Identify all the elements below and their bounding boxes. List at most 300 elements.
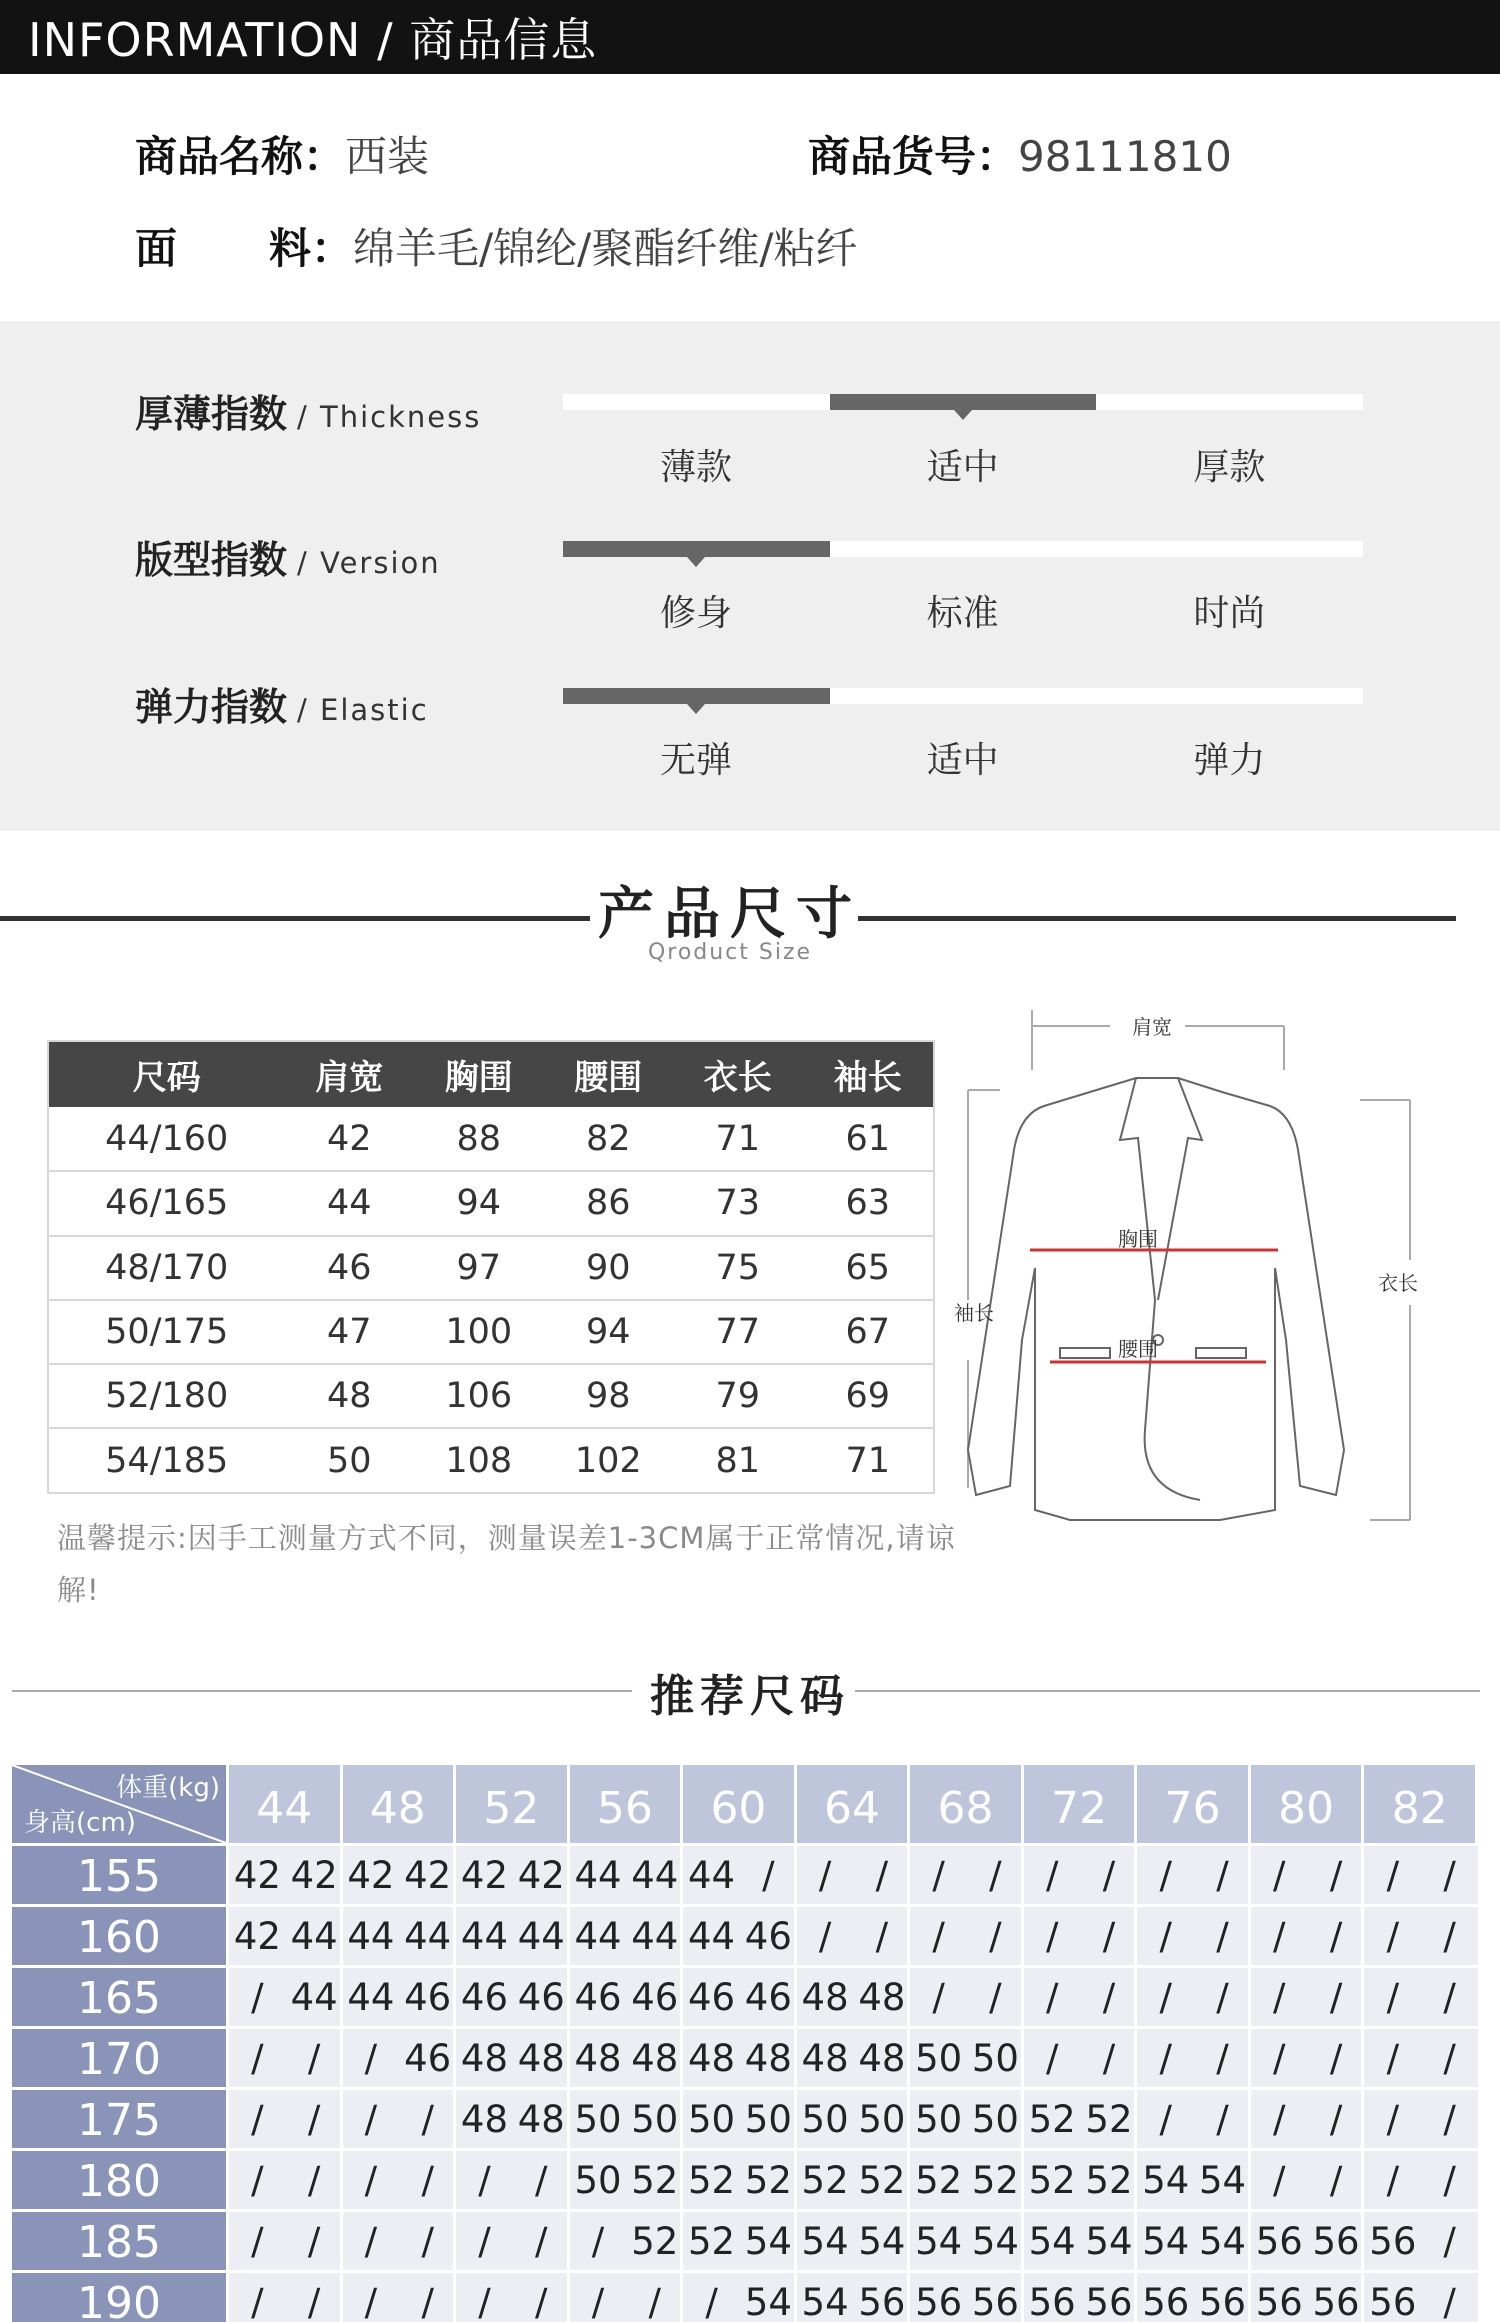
index-bar-pointer <box>687 557 705 567</box>
grid-divider <box>340 1765 343 2322</box>
recommend-cell: 54 <box>915 2220 963 2263</box>
recommend-cell: / <box>818 1915 832 1958</box>
product-name-row <box>135 124 429 184</box>
weight-header-cell: 56 <box>570 1765 681 1843</box>
recommend-cell: / <box>307 2281 321 2322</box>
recommend-cell: / <box>251 2037 264 2080</box>
size-table-cell: 50 <box>284 1428 414 1492</box>
recommend-cell: 50 <box>744 2098 792 2141</box>
index-option: 适中 <box>926 740 999 781</box>
grid-divider <box>1248 1765 1251 2322</box>
recommend-cell: 46 <box>517 1976 565 2019</box>
recommend-cell: 54 <box>1028 2220 1076 2263</box>
weight-header-cell: 52 <box>456 1765 567 1843</box>
recommend-cell: 50 <box>971 2037 1019 2080</box>
size-table-cell: 81 <box>673 1428 803 1492</box>
recommend-cell: / <box>1216 2098 1229 2141</box>
recommend-cell: / <box>1443 1976 1456 2019</box>
diagram-shoulder-label: 肩宽 <box>1132 1015 1172 1039</box>
index-bar-track <box>563 541 1363 557</box>
recommend-cell: / <box>535 2281 548 2322</box>
diagram-chest-label: 胸围 <box>1118 1227 1158 1251</box>
recommend-cell: 54 <box>858 2220 906 2263</box>
recommend-cell: 54 <box>1142 2220 1190 2263</box>
product-size-title: 产品尺寸 <box>598 882 862 947</box>
recommend-cell: 44 <box>347 1915 395 1958</box>
height-header-cell: 165 <box>12 1968 226 2026</box>
size-table-cell: 86 <box>543 1171 673 1235</box>
size-table-cell: 67 <box>803 1300 934 1364</box>
size-table-row <box>48 1171 934 1235</box>
height-header-cell: 155 <box>12 1846 226 1904</box>
index-bar-indicator <box>563 541 830 557</box>
recommend-cell: / <box>251 2159 264 2202</box>
recommend-cell: 54 <box>1198 2159 1247 2202</box>
recommend-cell: / <box>591 2281 605 2322</box>
weight-header-cell: 80 <box>1251 1765 1362 1843</box>
index-title-0 <box>135 383 481 438</box>
product-info <box>0 74 1500 321</box>
recommend-cell: 48 <box>460 2037 508 2080</box>
recommend-cell: 54 <box>801 2220 849 2263</box>
recommend-cell: 52 <box>1085 2159 1133 2202</box>
size-table-cell: 97 <box>414 1236 544 1300</box>
recommend-cell: / <box>1102 1854 1116 1897</box>
recommend-cell: 52 <box>688 2159 736 2202</box>
recommend-cell: 56 <box>1198 2281 1247 2322</box>
size-table-cell: 79 <box>673 1364 803 1428</box>
recommend-cell: 46 <box>744 1915 792 1958</box>
recommend-cell: 44 <box>290 1915 338 1958</box>
recommend-cell: 54 <box>971 2220 1019 2263</box>
recommend-title: 推荐尺码 <box>650 1671 850 1722</box>
recommend-cell: / <box>1045 1915 1059 1958</box>
grid-divider <box>567 1765 570 2322</box>
recommend-cell: 54 <box>1085 2220 1133 2263</box>
recommend-cell: 44 <box>404 1915 452 1958</box>
recommend-cell: 44 <box>574 1854 622 1897</box>
recommend-cell: 46 <box>574 1976 622 2019</box>
recommend-cell: 52 <box>1028 2159 1076 2202</box>
index-title-zh: 厚薄指数 <box>135 392 288 436</box>
height-header-cell: 175 <box>12 2090 226 2148</box>
grid-divider <box>1021 1765 1024 2322</box>
size-table-header-cell: 衣长 <box>673 1041 803 1107</box>
recommend-cell: 56 <box>1312 2220 1360 2263</box>
recommend-cell: / <box>364 2037 378 2080</box>
recommend-cell: / <box>1273 2159 1286 2202</box>
recommend-cell: 52 <box>1085 2098 1133 2141</box>
grid-divider <box>794 1765 797 2322</box>
recommend-cell: / <box>421 2281 434 2322</box>
page-header <box>0 0 1500 74</box>
recommend-cell: / <box>251 2098 264 2141</box>
recommend-cell: / <box>1443 2281 1456 2322</box>
recommend-cell: 52 <box>631 2220 679 2263</box>
grid-divider <box>907 1765 910 2322</box>
recommend-cell: / <box>535 2220 548 2263</box>
recommend-cell: 56 <box>858 2281 906 2322</box>
index-option: 厚款 <box>1193 447 1266 488</box>
index-option: 修身 <box>659 593 732 634</box>
recommend-cell: 56 <box>1142 2281 1190 2322</box>
recommend-cell: 48 <box>631 2037 679 2080</box>
recommend-cell: 50 <box>801 2098 849 2141</box>
recommend-cell: 56 <box>1028 2281 1076 2322</box>
size-table-cell: 65 <box>803 1236 934 1300</box>
recommend-cell: / <box>591 2220 605 2263</box>
recommend-cell: / <box>1386 1915 1400 1958</box>
recommend-cell: / <box>364 2098 378 2141</box>
size-table-cell: 63 <box>803 1171 934 1235</box>
recommend-cell: / <box>1443 1854 1456 1897</box>
recommend-cell: 52 <box>971 2159 1019 2202</box>
recommend-cell: 54 <box>744 2281 792 2322</box>
fabric-label-1: 面 <box>135 224 178 273</box>
recommend-cell: / <box>251 2281 264 2322</box>
recommend-cell: 52 <box>1028 2098 1076 2141</box>
size-table-row <box>48 1428 934 1492</box>
recommend-cell: / <box>251 1976 264 2019</box>
recommend-cell: / <box>1386 1976 1400 2019</box>
grid-divider <box>1361 1765 1364 2322</box>
size-table-cell: 61 <box>803 1107 934 1171</box>
height-header-cell: 180 <box>12 2151 226 2209</box>
recommend-cell: / <box>1386 2098 1400 2141</box>
recommend-cell: / <box>875 1854 889 1897</box>
recommend-cell: / <box>535 2159 548 2202</box>
recommend-cell: 42 <box>517 1854 565 1897</box>
recommend-cell: / <box>251 2220 264 2263</box>
recommend-cell: / <box>1216 1854 1229 1897</box>
recommend-cell: 52 <box>915 2159 963 2202</box>
grid-divider <box>1134 1765 1137 2322</box>
header-title: INFORMATION / 商品信息 <box>28 13 598 67</box>
recommend-cell: / <box>1273 1976 1286 2019</box>
recommend-cell: 48 <box>858 2037 906 2080</box>
recommend-cell: 44 <box>631 1854 679 1897</box>
recommend-cell: / <box>1443 2098 1456 2141</box>
size-table-cell: 94 <box>414 1171 544 1235</box>
recommend-cell: 54 <box>1198 2220 1247 2263</box>
index-title-en: / Thickness <box>297 400 482 434</box>
recommend-cell: / <box>1386 2037 1400 2080</box>
recommend-cell: 42 <box>233 1915 281 1958</box>
recommend-cell: / <box>1329 2037 1343 2080</box>
size-table-cell: 50/175 <box>48 1300 284 1364</box>
fabric-value: 绵羊毛/锦纶/聚酯纤维/粘纤 <box>353 224 858 273</box>
recommend-cell: 46 <box>460 1976 508 2019</box>
recommend-cell: 42 <box>460 1854 508 1897</box>
recommend-cell: 50 <box>915 2098 963 2141</box>
weight-header-cell: 68 <box>910 1765 1021 1843</box>
recommend-cell: / <box>1216 1915 1229 1958</box>
size-table-cell: 44/160 <box>48 1107 284 1171</box>
recommend-cell: 44 <box>631 1915 679 1958</box>
recommend-cell: / <box>307 2098 321 2141</box>
recommend-cell: 48 <box>517 2037 565 2080</box>
size-table-header-cell: 尺码 <box>48 1041 284 1107</box>
recommend-cell: 54 <box>744 2220 792 2263</box>
weight-header-cell: 72 <box>1024 1765 1135 1843</box>
recommend-cell: / <box>1443 2037 1456 2080</box>
recommend-cell: / <box>1329 1915 1343 1958</box>
recommend-cell: 54 <box>1142 2159 1190 2202</box>
recommend-cell: / <box>705 2281 718 2322</box>
size-table-cell: 71 <box>673 1107 803 1171</box>
recommend-cell: 48 <box>574 2037 622 2080</box>
recommend-cell: 48 <box>517 2098 565 2141</box>
recommend-cell: / <box>478 2220 491 2263</box>
recommend-cell: 56 <box>1255 2220 1303 2263</box>
index-bar-track <box>563 688 1363 704</box>
recommend-cell: 56 <box>1369 2281 1417 2322</box>
recommend-cell: 48 <box>744 2037 792 2080</box>
index-option: 时尚 <box>1193 593 1266 634</box>
recommend-cell: / <box>364 2220 378 2263</box>
size-table-cell: 100 <box>414 1300 544 1364</box>
recommend-cell: / <box>1045 1854 1059 1897</box>
recommend-cell: 52 <box>801 2159 849 2202</box>
weight-header-cell: 48 <box>343 1765 454 1843</box>
weight-header-cell: 76 <box>1137 1765 1248 1843</box>
recommend-cell: 50 <box>631 2098 679 2141</box>
size-table-row <box>48 1236 934 1300</box>
recommend-cell: 44 <box>460 1915 508 1958</box>
recommend-cell: 50 <box>971 2098 1019 2141</box>
product-sku-label: 商品货号： <box>808 132 1019 181</box>
recommend-cell: 56 <box>1255 2281 1303 2322</box>
recommend-cell: / <box>1273 2098 1286 2141</box>
size-table-cell: 46 <box>284 1236 414 1300</box>
height-header-cell: 170 <box>12 2029 226 2087</box>
recommend-cell: 48 <box>688 2037 736 2080</box>
recommend-cell: / <box>1045 2037 1059 2080</box>
index-bar-pointer <box>954 410 972 420</box>
recommend-cell: / <box>1443 2220 1456 2263</box>
size-table-header <box>48 1041 934 1107</box>
height-header-cell: 190 <box>12 2273 226 2322</box>
size-table-header-cell: 肩宽 <box>284 1041 414 1107</box>
size-table-cell: 47 <box>284 1300 414 1364</box>
size-table-cell: 73 <box>673 1171 803 1235</box>
index-option: 薄款 <box>659 447 732 488</box>
index-bar-pointer <box>687 704 705 714</box>
recommend-cell: 56 <box>915 2281 963 2322</box>
recommend-cell: 52 <box>744 2159 792 2202</box>
recommend-cell: 44 <box>574 1915 622 1958</box>
grid-divider <box>453 1765 456 2322</box>
height-header-cell: 185 <box>12 2212 226 2270</box>
recommend-cell: 46 <box>631 1976 679 2019</box>
size-table-cell: 106 <box>414 1364 544 1428</box>
measurement-tip: 温馨提示:因手工测量方式不同，测量误差1-3CM属于正常情况,请谅解! <box>57 1521 956 1607</box>
size-table-cell: 94 <box>543 1300 673 1364</box>
recommend-cell: 56 <box>1085 2281 1133 2322</box>
recommend-cell: / <box>1386 1854 1400 1897</box>
size-table-cell: 71 <box>803 1428 934 1492</box>
size-table-cell: 75 <box>673 1236 803 1300</box>
grid-divider <box>680 1765 683 2322</box>
size-table-cell: 54/185 <box>48 1428 284 1492</box>
index-title-zh: 弹力指数 <box>135 685 288 729</box>
recommend-corner <box>12 1765 226 1843</box>
recommend-cell: 46 <box>404 1976 452 2019</box>
size-table-cell: 98 <box>543 1364 673 1428</box>
diagram-length-label: 衣长 <box>1378 1271 1418 1295</box>
recommend-grid <box>12 1765 1478 2322</box>
size-table-cell: 102 <box>543 1428 673 1492</box>
size-table-header-cell: 袖长 <box>803 1041 934 1107</box>
product-name-label: 商品名称： <box>135 132 346 181</box>
recommend-cell: / <box>364 2281 378 2322</box>
recommend-cell: / <box>478 2159 491 2202</box>
size-table-cell: 48/170 <box>48 1236 284 1300</box>
recommend-cell: 52 <box>631 2159 679 2202</box>
index-option: 无弹 <box>659 740 732 781</box>
recommend-cell: 42 <box>233 1854 281 1897</box>
index-option: 标准 <box>926 593 999 634</box>
index-title-1 <box>135 529 441 584</box>
diagram-waist-label: 腰围 <box>1118 1337 1158 1361</box>
recommend-cell: / <box>932 1854 945 1897</box>
diagram-sleeve-label: 袖长 <box>954 1301 994 1325</box>
recommend-cell: / <box>818 1854 832 1897</box>
recommend-cell: 50 <box>688 2098 736 2141</box>
size-table-cell: 48 <box>284 1364 414 1428</box>
size-table-row <box>48 1300 934 1364</box>
product-size-subtitle: Qroduct Size <box>647 940 813 965</box>
recommend-cell: / <box>1443 1915 1456 1958</box>
product-indices <box>0 321 1500 831</box>
recommend-cell: 44 <box>517 1915 565 1958</box>
recommend-cell: 50 <box>915 2037 963 2080</box>
recommend-cell: 50 <box>574 2159 622 2202</box>
index-bar-track <box>563 394 1363 410</box>
recommend-cell: / <box>364 2159 378 2202</box>
fabric-label-2: 料： <box>269 224 354 273</box>
recommend-cell: / <box>1273 1915 1286 1958</box>
recommend-cell: / <box>1273 1854 1286 1897</box>
weight-header-cell: 64 <box>797 1765 908 1843</box>
weight-header-cell: 82 <box>1364 1765 1475 1843</box>
size-table-cell: 88 <box>414 1107 544 1171</box>
recommend-cell: / <box>1159 1915 1172 1958</box>
product-name-value: 西装 <box>345 132 430 181</box>
size-table-cell: 108 <box>414 1428 544 1492</box>
recommend-cell: / <box>307 2159 321 2202</box>
recommend-cell: 48 <box>460 2098 508 2141</box>
weight-axis-label: 体重(kg) <box>116 1773 220 1803</box>
recommend-heading <box>0 1660 1500 1730</box>
size-table-cell: 77 <box>673 1300 803 1364</box>
recommend-cell: / <box>1159 2098 1172 2141</box>
recommend-cell: / <box>762 1854 775 1897</box>
recommend-cell: / <box>932 1915 945 1958</box>
size-table-cell: 46/165 <box>48 1171 284 1235</box>
recommend-cell: / <box>1386 2159 1400 2202</box>
recommend-cell: / <box>875 1915 889 1958</box>
index-title-en: / Version <box>297 546 441 580</box>
recommend-cell: / <box>1102 1915 1116 1958</box>
recommend-cell: 46 <box>744 1976 792 2019</box>
index-option: 弹力 <box>1193 740 1266 781</box>
product-sku-value: 98111810 <box>1018 132 1232 181</box>
recommend-cell: / <box>1102 2037 1116 2080</box>
index-title-2 <box>135 676 429 731</box>
recommend-cell: 46 <box>404 2037 452 2080</box>
index-bar-indicator <box>830 394 1097 410</box>
recommend-cell: / <box>1329 1976 1343 2019</box>
recommend-cell: / <box>307 2220 321 2263</box>
size-table-cell: 82 <box>543 1107 673 1171</box>
recommend-cell: 44 <box>290 1976 338 2019</box>
recommend-cell: 42 <box>290 1854 338 1897</box>
recommend-cell: 50 <box>858 2098 906 2141</box>
size-table-row <box>48 1364 934 1428</box>
recommend-cell: / <box>1273 2037 1286 2080</box>
recommend-cell: / <box>421 2098 434 2141</box>
recommend-cell: 50 <box>574 2098 622 2141</box>
recommend-cell: 44 <box>688 1915 736 1958</box>
recommend-cell: / <box>1329 1854 1343 1897</box>
recommend-cell: / <box>1443 2159 1456 2202</box>
recommend-cell: / <box>989 1976 1002 2019</box>
recommend-cell: 56 <box>971 2281 1019 2322</box>
recommend-cell: / <box>1329 2098 1343 2141</box>
recommend-cell: 52 <box>688 2220 736 2263</box>
size-table-header-cell: 胸围 <box>414 1041 544 1107</box>
recommend-cell: / <box>932 1976 945 2019</box>
size-table-header-cell: 腰围 <box>543 1041 673 1107</box>
size-table <box>47 1040 935 1494</box>
recommend-cell: 48 <box>801 1976 849 2019</box>
recommend-cell: 54 <box>801 2281 849 2322</box>
size-table-cell: 44 <box>284 1171 414 1235</box>
recommend-cell: / <box>648 2281 662 2322</box>
recommend-cell: / <box>989 1854 1002 1897</box>
size-table-cell: 69 <box>803 1364 934 1428</box>
index-bar-indicator <box>563 688 830 704</box>
height-axis-label: 身高(cm) <box>24 1808 136 1838</box>
recommend-cell: 42 <box>347 1854 395 1897</box>
recommend-cell: / <box>1159 1976 1172 2019</box>
weight-header-cell: 60 <box>683 1765 794 1843</box>
recommend-cell: 56 <box>1312 2281 1360 2322</box>
recommend-cell: / <box>1159 1854 1172 1897</box>
size-table-cell: 52/180 <box>48 1364 284 1428</box>
recommend-cell: 44 <box>347 1976 395 2019</box>
recommend-cell: / <box>421 2159 434 2202</box>
product-size-heading <box>0 870 1500 980</box>
size-table-cell: 90 <box>543 1236 673 1300</box>
recommend-cell: 56 <box>1369 2220 1417 2263</box>
recommend-cell: 48 <box>858 1976 906 2019</box>
weight-header-cell: 44 <box>229 1765 340 1843</box>
recommend-cell: 46 <box>688 1976 736 2019</box>
recommend-cell: / <box>421 2220 434 2263</box>
recommend-cell: 42 <box>404 1854 452 1897</box>
recommend-cell: 44 <box>688 1854 736 1897</box>
fabric-row <box>135 216 857 276</box>
recommend-cell: / <box>989 1915 1002 1958</box>
height-header-cell: 160 <box>12 1907 226 1965</box>
recommend-cell: / <box>478 2281 491 2322</box>
recommend-cell: / <box>1045 1976 1059 2019</box>
index-title-zh: 版型指数 <box>135 538 288 582</box>
recommend-cell: 48 <box>801 2037 849 2080</box>
size-table-cell: 42 <box>284 1107 414 1171</box>
